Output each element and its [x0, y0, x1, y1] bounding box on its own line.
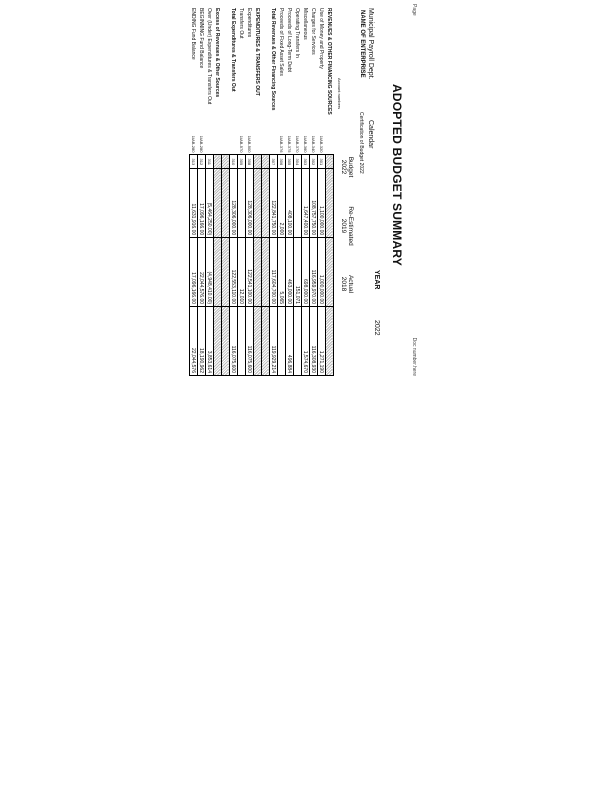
account-code	[326, 127, 334, 155]
total-row	[230, 6, 238, 376]
rotated-document	[190, 0, 420, 380]
account-code	[214, 127, 222, 155]
line-number	[254, 155, 262, 169]
column-header-actual-label: Actual	[347, 274, 354, 294]
actual-cell: 116,308,930	[310, 307, 318, 376]
line-number: 303	[302, 155, 310, 169]
page-label: Page	[411, 4, 417, 16]
reestimated-cell: 122,541,100.00	[246, 238, 254, 307]
reestimated-cell: 151,071	[294, 238, 302, 307]
reestimated-cell: 698,000.00	[302, 238, 310, 307]
table-row	[318, 6, 326, 376]
line-number	[222, 155, 230, 169]
reestimated-cell: 17,096,166.00	[190, 238, 198, 307]
actual-cell: 1,574,670	[302, 307, 310, 376]
actual-cell: 496,884	[286, 307, 294, 376]
row-label: Miscellaneous	[302, 8, 309, 40]
budget-cell	[238, 169, 246, 238]
actual-cell	[222, 307, 230, 376]
budget-cell: 1,647,400.00	[302, 169, 310, 238]
row-label: Proceeds of Long-Term Debt	[286, 8, 293, 72]
account-code	[262, 127, 270, 155]
reestimated-cell: 122,553,110.00	[230, 238, 238, 307]
budget-cell: 122,841,750.00	[270, 169, 278, 238]
column-header-actual	[340, 256, 354, 312]
budget-cell: 108,757,750.00	[310, 169, 318, 238]
reestimated-cell: 463,000.00	[286, 238, 294, 307]
actual-cell: 116,075,600	[230, 307, 238, 376]
row-label: REVENUES & OTHER FINANCING SOURCES	[326, 8, 333, 115]
row-label	[262, 6, 270, 127]
row-label: Over (Under) Expenditures & Transfers Out	[206, 8, 213, 105]
line-number: 306	[278, 155, 286, 169]
row-label: Transfers Out	[238, 8, 245, 39]
actual-cell: 18,190,962	[198, 307, 206, 376]
budget-summary-table	[189, 6, 334, 376]
account-code	[230, 127, 238, 155]
budget-cell: 11,631,916.00	[190, 169, 198, 238]
line-number: 313	[190, 155, 198, 169]
reestimated-cell: 5,065	[278, 238, 286, 307]
line-number: 301	[318, 155, 326, 169]
calendar-label: Calendar	[367, 120, 374, 149]
budget-cell: 17,096,166.00	[198, 169, 206, 238]
line-number: 304	[294, 155, 302, 169]
line-number: 305	[286, 155, 294, 169]
municipality-name: Municipal Payroll Dept.	[367, 8, 374, 80]
actual-cell	[238, 307, 246, 376]
row-label: Operating Transfers In	[294, 8, 301, 58]
budget-cell	[294, 169, 302, 238]
total-row	[270, 6, 278, 376]
line-number: 312	[198, 155, 206, 169]
line-number: 310	[230, 155, 238, 169]
reestimated-cell	[254, 238, 262, 307]
row-label: Expenditures	[246, 8, 253, 38]
account-code: 1/AB-375	[287, 135, 292, 153]
actual-cell	[254, 307, 262, 376]
row-label: Charges for Services	[310, 8, 317, 55]
line-number	[262, 155, 270, 169]
account-code: 1/AB-376	[279, 135, 284, 153]
row-label: EXPENDITURES & TRANSFERS OUT	[254, 8, 261, 96]
column-header-reestimated-year: 2019	[340, 218, 347, 234]
budget-cell: 2,000	[278, 169, 286, 238]
account-code: 1/AB-500	[247, 135, 252, 153]
column-header-reestimated-label: Re-Estimated	[347, 206, 354, 246]
actual-cell	[278, 307, 286, 376]
line-number: 311	[206, 155, 214, 169]
budget-cell: (5,464,250.00)	[206, 169, 214, 238]
table-row	[206, 6, 214, 376]
actual-cell	[214, 307, 222, 376]
document-stamp: Doc number.here	[411, 337, 417, 376]
reestimated-cell: 1,000,000.00	[318, 238, 326, 307]
account-code: 1/AB-280	[199, 135, 204, 153]
reestimated-cell	[262, 238, 270, 307]
row-label: Use of Money and Property	[318, 8, 325, 69]
table-row	[198, 6, 206, 376]
budget-cell: 408,100.00	[286, 169, 294, 238]
row-label: ENDING Fund Balance	[190, 8, 197, 60]
reestimated-cell: 116,959,970.00	[310, 238, 318, 307]
column-header-actual-year: 2018	[340, 276, 347, 292]
table-row	[286, 6, 294, 376]
budget-cell	[326, 169, 334, 238]
reestimated-cell: 117,604,700.00	[270, 238, 278, 307]
account-code: 1/AB-370	[295, 135, 300, 153]
row-label	[222, 6, 230, 127]
actual-cell: 116,075,600	[246, 307, 254, 376]
section-header-row	[254, 6, 262, 376]
account-code: 1/AB-570	[239, 135, 244, 153]
budget-cell	[262, 169, 270, 238]
section-header-row	[326, 6, 334, 376]
account-code	[270, 127, 278, 155]
account-code	[254, 127, 262, 155]
actual-cell: 1,271,190	[318, 307, 326, 376]
actual-cell: 119,929,214	[270, 307, 278, 376]
account-code	[206, 127, 214, 155]
reestimated-cell: (4,948,410.00)	[206, 238, 214, 307]
budget-summary-body	[190, 6, 334, 376]
account-code: 1/AB-320	[319, 135, 324, 153]
column-header-reestimated	[340, 196, 354, 256]
column-header-budget	[340, 140, 354, 194]
budget-cell: 128,306,000.00	[246, 169, 254, 238]
account-code: 1/AB-340	[311, 135, 316, 153]
account-code: 1/AB-280	[191, 135, 196, 153]
budget-cell	[222, 169, 230, 238]
account-code	[222, 127, 230, 155]
column-header-budget-label: Budget	[347, 156, 354, 178]
table-row	[310, 6, 318, 376]
reestimated-cell	[326, 238, 334, 307]
line-number: 308	[246, 155, 254, 169]
row-label: Proceeds of Fixed Asset Sales	[278, 8, 285, 76]
table-row	[246, 6, 254, 376]
reestimated-cell	[214, 238, 222, 307]
column-header-budget-year: 2022	[340, 159, 347, 175]
budget-cell	[254, 169, 262, 238]
actual-cell	[262, 307, 270, 376]
section-header-row	[214, 6, 222, 376]
line-number	[326, 155, 334, 169]
account-code: 1/AB-360	[303, 135, 308, 153]
spacer-row	[262, 6, 270, 376]
row-label: Total Revenues & Other Financing Sources	[270, 8, 277, 111]
row-label: Excess of Revenues & Other Sources	[214, 8, 221, 98]
actual-cell: 22,044,576	[190, 307, 198, 376]
table-row	[190, 6, 198, 376]
document-title: ADOPTED BUDGET SUMMARY	[390, 84, 404, 266]
actual-cell	[326, 307, 334, 376]
calendar-subtitle: Certification of Budget 2022	[358, 112, 364, 174]
row-label: BEGINNING Fund Balance	[198, 8, 205, 69]
reestimated-cell: 12,010	[238, 238, 246, 307]
budget-cell: 128,306,000.00	[230, 169, 238, 238]
account-code-header: Account numbers	[337, 78, 342, 110]
fund-name: NAME OF ENTERPRISE	[359, 10, 365, 78]
line-number: 307	[270, 155, 278, 169]
line-number: 302	[310, 155, 318, 169]
table-row	[294, 6, 302, 376]
year-label: YEAR	[373, 270, 380, 290]
actual-cell: 3,853,614	[206, 307, 214, 376]
table-row	[238, 6, 246, 376]
spacer-row	[222, 6, 230, 376]
year-value: 2022	[373, 320, 380, 336]
actual-cell	[294, 307, 302, 376]
budget-cell	[214, 169, 222, 238]
reestimated-cell: 22,044,576.00	[198, 238, 206, 307]
reestimated-cell	[222, 238, 230, 307]
line-number: 309	[238, 155, 246, 169]
row-label: Total Expenditures & Transfers Out	[230, 8, 237, 92]
budget-cell: 1,100,000.00	[318, 169, 326, 238]
table-row	[302, 6, 310, 376]
line-number	[214, 155, 222, 169]
table-row	[278, 6, 286, 376]
